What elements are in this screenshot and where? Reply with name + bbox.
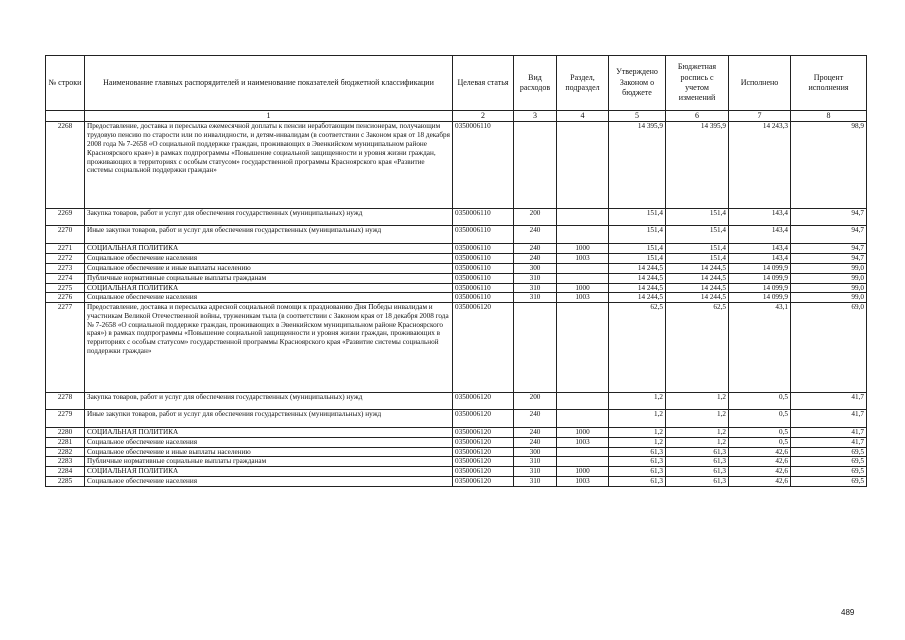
row-razdel	[557, 410, 609, 428]
row-executed: 42,6	[729, 476, 791, 486]
row-percent: 69,0	[791, 303, 867, 393]
row-number: 2273	[46, 263, 85, 273]
row-target: 0350006120	[453, 457, 514, 467]
row-executed: 143,4	[729, 226, 791, 244]
row-vid: 240	[514, 428, 557, 438]
row-name: Социальное обеспечение населения	[85, 254, 453, 264]
row-number: 2283	[46, 457, 85, 467]
row-name: СОЦИАЛЬНАЯ ПОЛИТИКА	[85, 244, 453, 254]
row-percent: 69,5	[791, 447, 867, 457]
row-target: 0350006110	[453, 209, 514, 226]
row-razdel: 1000	[557, 283, 609, 293]
row-budget: 151,4	[666, 226, 729, 244]
row-name: Закупка товаров, работ и услуг для обеспечения государственных (муниципальных) нужд	[85, 393, 453, 410]
row-number: 2269	[46, 209, 85, 226]
row-budget: 14 244,5	[666, 273, 729, 283]
row-target: 0350006120	[453, 476, 514, 486]
column-number: 4	[557, 111, 609, 122]
row-name: Социальное обеспечение и иные выплаты населению	[85, 263, 453, 273]
table-row	[46, 467, 867, 477]
row-executed: 0,5	[729, 410, 791, 428]
row-name: Закупка товаров, работ и услуг для обеспечения государственных (муниципальных) нужд	[85, 209, 453, 226]
row-percent: 41,7	[791, 437, 867, 447]
row-target: 0350006110	[453, 226, 514, 244]
row-approved: 151,4	[609, 254, 666, 264]
table-row	[46, 122, 867, 209]
row-percent: 99,0	[791, 273, 867, 283]
row-target: 0350006110	[453, 244, 514, 254]
row-vid	[514, 303, 557, 393]
row-budget: 61,3	[666, 467, 729, 477]
row-vid: 310	[514, 467, 557, 477]
row-approved: 1,2	[609, 410, 666, 428]
header-executed: Исполнено	[729, 56, 791, 111]
header-target-article: Целевая статья	[453, 56, 514, 111]
table-row	[46, 410, 867, 428]
row-approved: 1,2	[609, 428, 666, 438]
row-target: 0350006120	[453, 303, 514, 393]
row-approved: 1,2	[609, 393, 666, 410]
row-approved: 62,5	[609, 303, 666, 393]
table-row	[46, 447, 867, 457]
row-number: 2280	[46, 428, 85, 438]
column-number	[46, 111, 85, 122]
row-razdel	[557, 226, 609, 244]
table-row	[46, 303, 867, 393]
table-row	[46, 393, 867, 410]
table-row	[46, 283, 867, 293]
row-executed: 143,4	[729, 254, 791, 264]
row-percent: 94,7	[791, 226, 867, 244]
row-executed: 14 099,9	[729, 283, 791, 293]
row-approved: 14 244,5	[609, 273, 666, 283]
row-razdel	[557, 457, 609, 467]
row-name: Предоставление, доставка и пересылка адресной социальной помощи к празднованию Дня Победы инвалидам и участникам Великой Отечественной войны, труженикам тыла (в соответствии с Законом края от 18 декабря 2008 года № 7-2658 «О социальной поддержке граждан, проживающих в Эвенкийском муниципальном районе Красноярского края») в рамках подпрограммы «Повышение социальной защищенности и уровня жизни граждан, проживающих в территориях с особым статусом» государственной программы Красноярского края «Развитие системы социальной поддержки граждан»	[85, 303, 453, 393]
row-approved: 61,3	[609, 447, 666, 457]
row-name: Социальное обеспечение населения	[85, 437, 453, 447]
budget-execution-table	[45, 55, 867, 487]
column-number: 1	[85, 111, 453, 122]
row-name: Иные закупки товаров, работ и услуг для обеспечения государственных (муниципальных) нужд	[85, 226, 453, 244]
row-executed: 42,6	[729, 467, 791, 477]
table-row	[46, 273, 867, 283]
column-number: 7	[729, 111, 791, 122]
column-number-row	[46, 111, 867, 122]
header-expense-type: Вид расходов	[514, 56, 557, 111]
table-row	[46, 244, 867, 254]
row-percent: 94,7	[791, 244, 867, 254]
row-razdel	[557, 122, 609, 209]
row-name: СОЦИАЛЬНАЯ ПОЛИТИКА	[85, 428, 453, 438]
row-approved: 14 395,9	[609, 122, 666, 209]
column-number: 5	[609, 111, 666, 122]
row-percent: 94,7	[791, 254, 867, 264]
table-row	[46, 476, 867, 486]
row-executed: 42,6	[729, 457, 791, 467]
row-target: 0350006120	[453, 447, 514, 457]
column-number: 3	[514, 111, 557, 122]
row-vid: 300	[514, 447, 557, 457]
row-razdel	[557, 303, 609, 393]
row-approved: 61,3	[609, 467, 666, 477]
row-executed: 43,1	[729, 303, 791, 393]
row-budget: 151,4	[666, 209, 729, 226]
row-budget: 1,2	[666, 393, 729, 410]
row-number: 2277	[46, 303, 85, 393]
row-name: Социальное обеспечение населения	[85, 476, 453, 486]
row-percent: 94,7	[791, 209, 867, 226]
row-razdel: 1000	[557, 244, 609, 254]
row-vid: 240	[514, 226, 557, 244]
row-vid: 240	[514, 410, 557, 428]
row-number: 2271	[46, 244, 85, 254]
header-budget-schedule: Бюджетная роспись с учетом изменений	[666, 56, 729, 111]
row-number: 2285	[46, 476, 85, 486]
row-number: 2272	[46, 254, 85, 264]
row-budget: 62,5	[666, 303, 729, 393]
row-budget: 1,2	[666, 437, 729, 447]
row-name: СОЦИАЛЬНАЯ ПОЛИТИКА	[85, 467, 453, 477]
row-razdel: 1003	[557, 476, 609, 486]
row-approved: 14 244,5	[609, 263, 666, 273]
row-number: 2274	[46, 273, 85, 283]
row-vid: 240	[514, 437, 557, 447]
row-budget: 151,4	[666, 244, 729, 254]
row-target: 0350006120	[453, 437, 514, 447]
row-executed: 14 243,3	[729, 122, 791, 209]
table-row	[46, 437, 867, 447]
row-percent: 99,0	[791, 263, 867, 273]
table-row	[46, 293, 867, 303]
row-budget: 1,2	[666, 410, 729, 428]
row-approved: 14 244,5	[609, 293, 666, 303]
table-row	[46, 209, 867, 226]
row-number: 2270	[46, 226, 85, 244]
row-razdel	[557, 447, 609, 457]
row-vid: 310	[514, 457, 557, 467]
row-name: Иные закупки товаров, работ и услуг для обеспечения государственных (муниципальных) нужд	[85, 410, 453, 428]
header-percent: Процент исполнения	[791, 56, 867, 111]
column-number: 8	[791, 111, 867, 122]
table-row	[46, 428, 867, 438]
row-razdel	[557, 273, 609, 283]
row-number: 2268	[46, 122, 85, 209]
row-name: СОЦИАЛЬНАЯ ПОЛИТИКА	[85, 283, 453, 293]
row-target: 0350006110	[453, 273, 514, 283]
row-target: 0350006110	[453, 254, 514, 264]
row-vid: 310	[514, 273, 557, 283]
table-row	[46, 457, 867, 467]
row-budget: 61,3	[666, 457, 729, 467]
row-executed: 143,4	[729, 209, 791, 226]
row-razdel: 1000	[557, 467, 609, 477]
table-header-row	[46, 56, 867, 111]
row-percent: 41,7	[791, 393, 867, 410]
row-target: 0350006110	[453, 263, 514, 273]
header-row-number: № строки	[46, 56, 85, 111]
row-percent: 99,0	[791, 293, 867, 303]
row-target: 0350006110	[453, 122, 514, 209]
row-approved: 151,4	[609, 209, 666, 226]
row-executed: 0,5	[729, 437, 791, 447]
row-number: 2276	[46, 293, 85, 303]
row-executed: 14 099,9	[729, 273, 791, 283]
row-percent: 99,0	[791, 283, 867, 293]
row-vid: 310	[514, 293, 557, 303]
row-number: 2281	[46, 437, 85, 447]
row-number: 2279	[46, 410, 85, 428]
row-vid: 200	[514, 393, 557, 410]
row-budget: 14 244,5	[666, 283, 729, 293]
row-vid: 200	[514, 209, 557, 226]
row-name: Публичные нормативные социальные выплаты гражданам	[85, 273, 453, 283]
row-percent: 98,9	[791, 122, 867, 209]
row-approved: 14 244,5	[609, 283, 666, 293]
row-target: 0350006120	[453, 467, 514, 477]
row-name: Предоставление, доставка и пересылка ежемесячной доплаты к пенсии неработающим пенсионерам, получающим трудовую пенсию по старости или по инвалидности, и детям-инвалидам (в соответствии с Законом края от 18 декабря 2008 года № 7-2658 «О социальной поддержке граждан, проживающих в Эвенкийском муниципальном районе Красноярского края») в рамках подпрограммы «Повышение социальной защищенности и уровня жизни граждан, проживающих в территориях с особым статусом» государственной программы Красноярского края «Развитие системы социальной поддержки граждан»	[85, 122, 453, 209]
row-percent: 69,5	[791, 457, 867, 467]
row-approved: 151,4	[609, 244, 666, 254]
row-percent: 41,7	[791, 410, 867, 428]
row-approved: 61,3	[609, 457, 666, 467]
table-row	[46, 263, 867, 273]
row-number: 2278	[46, 393, 85, 410]
row-vid: 240	[514, 254, 557, 264]
row-executed: 14 099,9	[729, 263, 791, 273]
page-number: 489	[841, 608, 855, 617]
row-target: 0350006120	[453, 393, 514, 410]
row-approved: 151,4	[609, 226, 666, 244]
table-row	[46, 254, 867, 264]
row-executed: 0,5	[729, 393, 791, 410]
header-approved: Утверждено Законом о бюджете	[609, 56, 666, 111]
row-budget: 61,3	[666, 447, 729, 457]
row-razdel: 1003	[557, 293, 609, 303]
row-percent: 69,5	[791, 467, 867, 477]
row-vid: 300	[514, 263, 557, 273]
row-budget: 14 395,9	[666, 122, 729, 209]
row-budget: 61,3	[666, 476, 729, 486]
row-vid	[514, 122, 557, 209]
row-razdel: 1003	[557, 437, 609, 447]
row-target: 0350006110	[453, 293, 514, 303]
row-approved: 61,3	[609, 476, 666, 486]
row-razdel	[557, 393, 609, 410]
row-vid: 240	[514, 244, 557, 254]
row-number: 2275	[46, 283, 85, 293]
row-razdel	[557, 263, 609, 273]
row-percent: 41,7	[791, 428, 867, 438]
row-executed: 42,6	[729, 447, 791, 457]
row-budget: 151,4	[666, 254, 729, 264]
row-budget: 1,2	[666, 428, 729, 438]
table-row	[46, 226, 867, 244]
row-executed: 143,4	[729, 244, 791, 254]
row-target: 0350006120	[453, 410, 514, 428]
row-target: 0350006110	[453, 283, 514, 293]
row-executed: 14 099,9	[729, 293, 791, 303]
row-budget: 14 244,5	[666, 263, 729, 273]
row-razdel: 1003	[557, 254, 609, 264]
row-vid: 310	[514, 283, 557, 293]
header-section: Раздел, подраздел	[557, 56, 609, 111]
column-number: 2	[453, 111, 514, 122]
row-budget: 14 244,5	[666, 293, 729, 303]
row-name: Социальное обеспечение населения	[85, 293, 453, 303]
row-vid: 310	[514, 476, 557, 486]
row-target: 0350006120	[453, 428, 514, 438]
row-approved: 1,2	[609, 437, 666, 447]
row-razdel: 1000	[557, 428, 609, 438]
row-name: Публичные нормативные социальные выплаты гражданам	[85, 457, 453, 467]
header-name: Наименование главных распорядителей и наименование показателей бюджетной классификации	[85, 56, 453, 111]
row-number: 2282	[46, 447, 85, 457]
column-number: 6	[666, 111, 729, 122]
row-razdel	[557, 209, 609, 226]
row-executed: 0,5	[729, 428, 791, 438]
row-number: 2284	[46, 467, 85, 477]
row-percent: 69,5	[791, 476, 867, 486]
row-name: Социальное обеспечение и иные выплаты населению	[85, 447, 453, 457]
